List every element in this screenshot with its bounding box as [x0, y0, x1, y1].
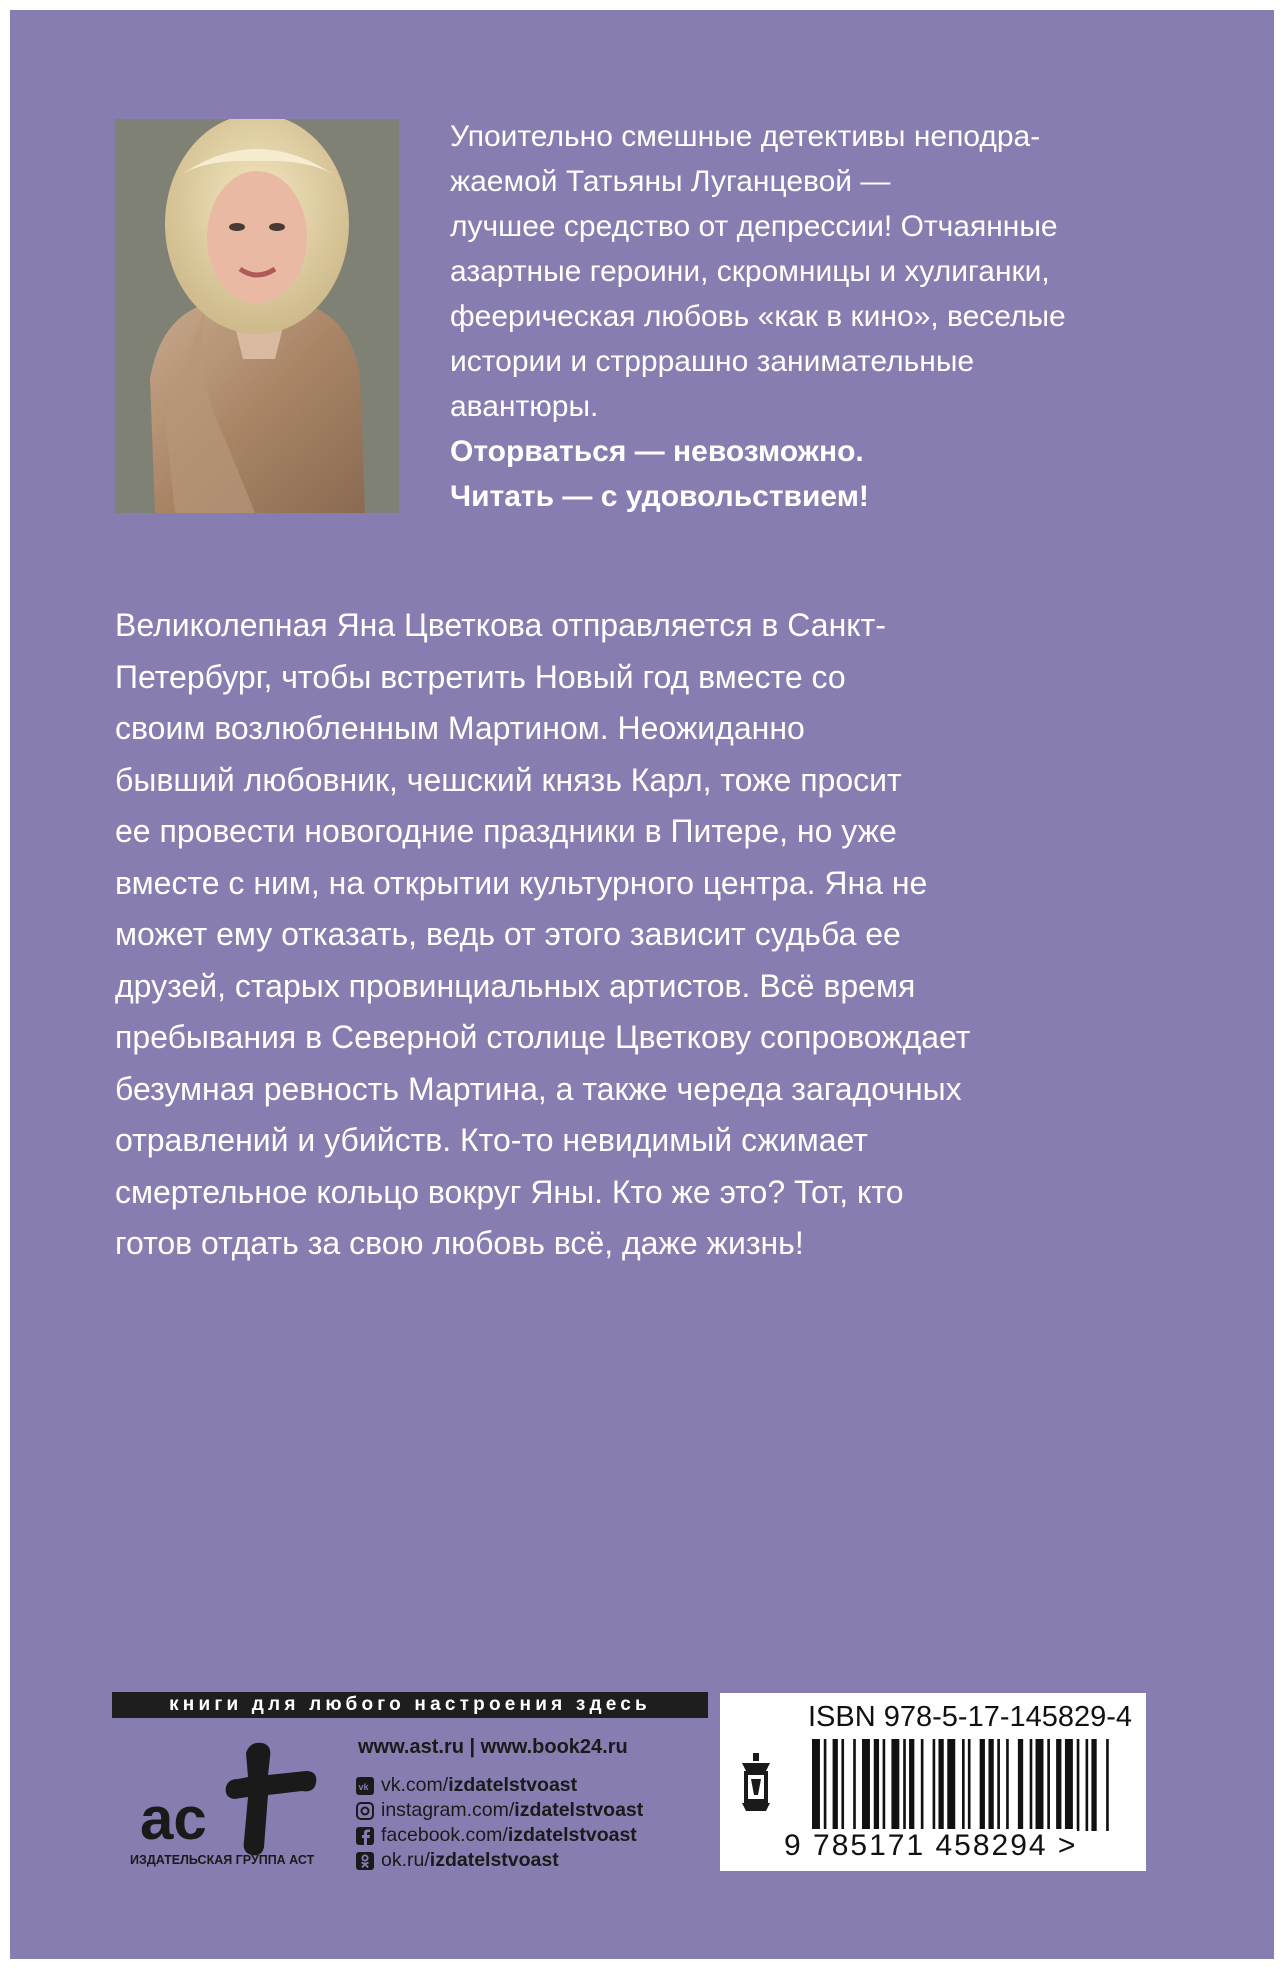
- barcode-bar: [833, 1739, 838, 1831]
- barcode-bar: [862, 1739, 870, 1831]
- blurb-line: истории и стрррашно занимательные: [450, 345, 975, 378]
- blurb-line: лучшее средство от депрессии! Отчаянные: [450, 210, 1058, 243]
- social-prefix: vk.com/: [381, 1774, 449, 1796]
- barcode-number: 9 785171 458294 >: [784, 1829, 1078, 1862]
- social-link-instagram[interactable]: [356, 1798, 643, 1823]
- barcode-bar: [883, 1739, 886, 1831]
- social-links: [356, 1773, 643, 1873]
- slogan-banner: книги для любого настроения здесь: [112, 1692, 708, 1718]
- barcode-bar: [1056, 1739, 1061, 1831]
- social-prefix: facebook.com/: [381, 1824, 508, 1846]
- barcode-bar: [853, 1739, 856, 1831]
- website-links[interactable]: www.ast.ru | www.book24.ru: [358, 1736, 628, 1758]
- barcode-bar: [962, 1739, 965, 1831]
- blurb-line: Упоительно смешные детективы неподра-: [450, 120, 1041, 153]
- barcode-bar: [1077, 1739, 1080, 1831]
- social-link-facebook[interactable]: [356, 1823, 643, 1848]
- barcode-bar: [947, 1739, 955, 1831]
- isbn-barcode-box: [720, 1693, 1146, 1871]
- barcode-bar: [1047, 1739, 1050, 1831]
- description-line: может ему отказать, ведь от этого зависит судьба ее: [115, 916, 901, 952]
- barcode-bar: [874, 1739, 879, 1831]
- barcode-bar: [968, 1739, 971, 1831]
- blurb-line: феерическая любовь «как в кино», веселые: [450, 300, 1066, 333]
- description-line: Великолепная Яна Цветкова отправляется в Санкт-: [115, 607, 886, 643]
- lantern-icon: [738, 1753, 774, 1813]
- blurb-line: авантюры.: [450, 390, 599, 423]
- barcode-bar: [1106, 1739, 1109, 1831]
- description-line: вместе с ним, на открытии культурного центра. Яна не: [115, 864, 928, 901]
- barcode-bar: [1091, 1739, 1096, 1831]
- description-line: безумная ревность Мартина, а также череда загадочных: [115, 1070, 962, 1107]
- description-line: пребывания в Северной столице Цветкову сопровождает: [115, 1019, 971, 1055]
- social-prefix: ok.ru/: [381, 1849, 430, 1871]
- odnoklassniki-icon: [356, 1852, 374, 1870]
- social-handle: izdatelstvoast: [514, 1799, 644, 1821]
- author-portrait-image: [115, 119, 399, 513]
- barcode-bar: [938, 1739, 943, 1831]
- barcode-bar: [891, 1739, 899, 1831]
- description-line: бывший любовник, чешский князь Карл, тоже просит: [115, 761, 902, 798]
- blurb-line: жаемой Татьяны Луганцевой —: [450, 165, 891, 198]
- barcode-bar: [988, 1739, 993, 1831]
- description-line: своим возлюбленным Мартином. Неожиданно: [115, 710, 805, 746]
- barcode-bar: [997, 1739, 1000, 1831]
- barcode-bar: [1018, 1739, 1023, 1831]
- ast-logo-icon: [138, 1735, 328, 1865]
- facebook-icon: [356, 1827, 374, 1845]
- description-line: ее провести новогодние праздники в Питере, но уже: [115, 813, 897, 849]
- barcode-bar: [812, 1739, 820, 1831]
- vk-icon: [356, 1777, 374, 1795]
- barcode-bar: [903, 1739, 906, 1831]
- social-link-odnoklassniki[interactable]: [356, 1848, 643, 1873]
- author-photo: [115, 119, 399, 513]
- barcode-bar: [980, 1739, 985, 1831]
- barcode-bar: [921, 1739, 924, 1831]
- barcode-bar: [824, 1739, 827, 1831]
- description-line: отравлений и убийств. Кто-то невидимый сжимает: [115, 1122, 868, 1158]
- barcode-bar: [909, 1739, 914, 1831]
- author-blurb: [450, 114, 1170, 519]
- social-handle: izdatelstvoast: [448, 1774, 578, 1796]
- social-link-vk[interactable]: [356, 1773, 643, 1798]
- barcode-bar: [1006, 1739, 1009, 1831]
- book-description: [115, 600, 1115, 1270]
- blurb-line: азартные героини, скромницы и хулиганки,: [450, 255, 1050, 288]
- barcode-bar: [1086, 1739, 1089, 1831]
- isbn-number: ISBN 978-5-17-145829-4: [808, 1701, 1133, 1733]
- book-back-cover: [10, 10, 1274, 1959]
- description-line: смертельное кольцо вокруг Яны. Кто же это? Тот, кто: [115, 1173, 904, 1210]
- description-line: готов отдать за свою любовь всё, даже жизнь!: [115, 1225, 804, 1261]
- social-handle: izdatelstvoast: [429, 1849, 559, 1871]
- social-handle: izdatelstvoast: [507, 1824, 637, 1846]
- barcode-bar: [1065, 1739, 1073, 1831]
- description-line: друзей, старых провинциальных артистов. Всё время: [115, 967, 916, 1004]
- barcode-bar: [841, 1739, 844, 1831]
- publisher-name: ИЗДАТЕЛЬСКАЯ ГРУППА АСТ: [130, 1853, 315, 1867]
- barcode-bar: [933, 1739, 936, 1831]
- instagram-icon: [356, 1802, 374, 1820]
- ast-logo: [138, 1735, 328, 1865]
- description-line: Петербург, чтобы встретить Новый год вместе со: [115, 658, 846, 695]
- svg-text:vk: vk: [358, 1781, 369, 1792]
- ast-logo-letters: ac: [140, 1785, 207, 1852]
- barcode-bar: [1030, 1739, 1033, 1831]
- barcode-bar: [1036, 1739, 1044, 1831]
- blurb-bold-line: Читать — с удовольствием!: [450, 480, 869, 513]
- social-prefix: instagram.com/: [381, 1799, 515, 1821]
- blurb-bold-line: Оторваться — невозможно.: [450, 435, 864, 468]
